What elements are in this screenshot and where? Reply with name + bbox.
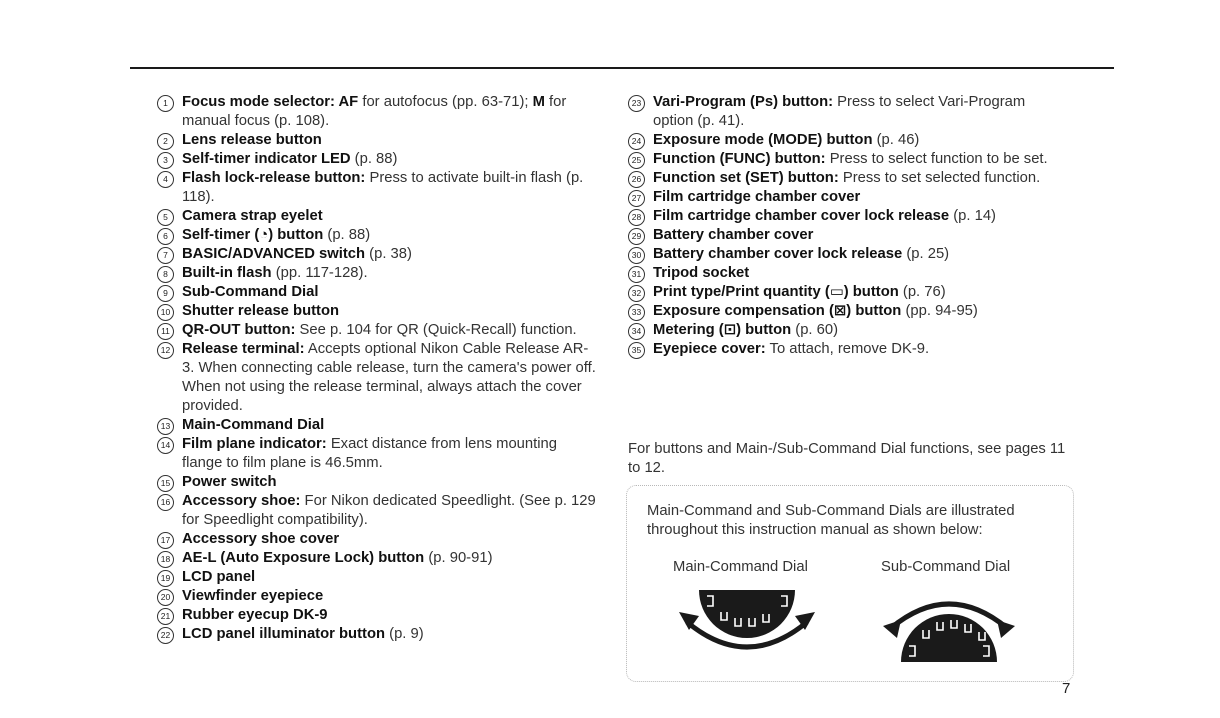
item-number-badge: 16 (157, 494, 174, 511)
item-term: Self-timer (◔) button (182, 227, 324, 243)
dial-illustration-box (626, 485, 1074, 682)
item-term: BASIC/ADVANCED switch (182, 246, 366, 262)
item-term: Eyepiece cover: (653, 341, 766, 357)
parts-list-item (628, 169, 1068, 188)
item-description-secondary: for manual focus (p. 108). (182, 94, 567, 129)
item-description: Press to activate built-in flash (p. 118). (182, 170, 584, 205)
item-description: for autofocus (pp. 63-71); (358, 94, 533, 110)
item-number-badge: 34 (628, 323, 645, 340)
item-number-badge: 14 (157, 437, 174, 454)
item-term: LCD panel illuminator button (182, 626, 386, 642)
item-description: (p. 88) (350, 151, 398, 167)
parts-list-item (628, 264, 1068, 283)
item-number-badge: 10 (157, 304, 174, 321)
parts-list-item (157, 416, 597, 435)
dial-intro-text: Main-Command and Sub-Command Dials are illustrated throughout this instruction manual as shown below: (647, 503, 1015, 538)
item-number-badge: 24 (628, 133, 645, 150)
page-number: 7 (1062, 680, 1071, 697)
item-term: Accessory shoe: (182, 493, 301, 509)
parts-list-item (157, 283, 597, 302)
parts-list-right (628, 93, 1068, 359)
item-description: Press to set selected function. (838, 170, 1041, 186)
item-number-badge: 15 (157, 475, 174, 492)
item-description: (p. 88) (323, 227, 371, 243)
parts-list-item (628, 188, 1068, 207)
item-term: Viewfinder eyepiece (182, 588, 324, 604)
item-term: Release terminal: (182, 341, 305, 357)
item-number-badge: 25 (628, 152, 645, 169)
item-description: (p. 14) (949, 208, 996, 224)
item-number-badge: 18 (157, 551, 174, 568)
dial-reference-note: For buttons and Main-/Sub-Command Dial functions, see pages 11 to 12. (628, 441, 1066, 476)
item-number-badge: 5 (157, 209, 174, 226)
item-description: (p. 9) (385, 626, 424, 642)
item-term: LCD panel (182, 569, 256, 585)
item-description: (pp. 117-128). (271, 265, 368, 281)
item-description: For Nikon dedicated Speedlight. (See p. 129 for Speedlight compatibility). (182, 493, 596, 528)
item-number-badge: 6 (157, 228, 174, 245)
item-number-badge: 32 (628, 285, 645, 302)
sub-command-dial-icon (879, 586, 1019, 666)
item-term-secondary: M (532, 94, 545, 110)
item-description: Press to select function to be set. (825, 151, 1048, 167)
parts-list-item (157, 568, 597, 587)
parts-list-item (157, 245, 597, 264)
parts-list-item (157, 492, 597, 530)
parts-list-item (628, 207, 1068, 226)
item-term: Built-in flash (182, 265, 272, 281)
item-term: Rubber eyecup DK-9 (182, 607, 328, 623)
item-description: Accepts optional Nikon Cable Release AR-3. When connecting cable release, turn the camera's power off. When not using the release terminal, always attach the cover provided. (182, 341, 596, 414)
parts-list-item (157, 625, 597, 644)
item-description: (pp. 94-95) (901, 303, 978, 319)
item-term: Lens release button (182, 132, 322, 148)
item-term: Accessory shoe cover (182, 531, 340, 547)
item-term: Self-timer indicator LED (182, 151, 351, 167)
item-term: Main-Command Dial (182, 417, 325, 433)
item-term: AE-L (Auto Exposure Lock) button (182, 550, 425, 566)
item-number-badge: 31 (628, 266, 645, 283)
parts-list-item (628, 93, 1068, 131)
item-number-badge: 29 (628, 228, 645, 245)
item-number-badge: 35 (628, 342, 645, 359)
item-description: (p. 25) (902, 246, 950, 262)
parts-list-item (157, 606, 597, 625)
main-command-dial-icon (677, 586, 817, 666)
parts-list-item (628, 245, 1068, 264)
item-term: Exposure mode (MODE) button (653, 132, 873, 148)
item-number-badge: 1 (157, 95, 174, 112)
item-term: Vari-Program (Ps) button: (653, 94, 834, 110)
item-term: Focus mode selector: AF (182, 94, 359, 110)
item-number-badge: 3 (157, 152, 174, 169)
item-number-badge: 17 (157, 532, 174, 549)
parts-list-item (157, 226, 597, 245)
item-number-badge: 28 (628, 209, 645, 226)
item-number-badge: 30 (628, 247, 645, 264)
item-term: Tripod socket (653, 265, 750, 281)
item-number-badge: 23 (628, 95, 645, 112)
parts-list-item (628, 321, 1068, 340)
item-term: Function set (SET) button: (653, 170, 839, 186)
item-description: (p. 90-91) (424, 550, 493, 566)
item-description: To attach, remove DK-9. (765, 341, 930, 357)
item-term: Battery chamber cover lock release (653, 246, 903, 262)
parts-list-item (157, 473, 597, 492)
parts-list-item (157, 207, 597, 226)
sub-command-dial-label: Sub-Command Dial (881, 559, 1011, 575)
parts-list-item (157, 131, 597, 150)
parts-list-item (157, 321, 597, 340)
item-term: Camera strap eyelet (182, 208, 323, 224)
item-description: (p. 60) (791, 322, 839, 338)
item-number-badge: 12 (157, 342, 174, 359)
item-number-badge: 20 (157, 589, 174, 606)
item-number-badge: 2 (157, 133, 174, 150)
item-term: Battery chamber cover (653, 227, 814, 243)
parts-list-left (157, 93, 597, 644)
item-description: (p. 76) (898, 284, 946, 300)
item-term: Sub-Command Dial (182, 284, 319, 300)
parts-list-item (157, 169, 597, 207)
top-rule (130, 67, 1114, 69)
parts-list-item (157, 435, 597, 473)
parts-list-item (628, 340, 1068, 359)
item-number-badge: 8 (157, 266, 174, 283)
item-number-badge: 7 (157, 247, 174, 264)
item-description: See p. 104 for QR (Quick-Recall) function. (295, 322, 577, 338)
parts-list-item (157, 93, 597, 131)
item-term: Shutter release button (182, 303, 340, 319)
item-description: (p. 38) (365, 246, 412, 262)
item-term: Metering (⊡) button (653, 322, 792, 338)
item-term: Film cartridge chamber cover lock release (653, 208, 950, 224)
parts-list-item (157, 302, 597, 321)
parts-list-item (157, 340, 597, 416)
parts-list-item (157, 530, 597, 549)
item-number-badge: 11 (157, 323, 174, 340)
item-term: Print type/Print quantity (▭) button (653, 284, 899, 300)
item-number-badge: 21 (157, 608, 174, 625)
item-number-badge: 9 (157, 285, 174, 302)
item-number-badge: 26 (628, 171, 645, 188)
parts-list-item (628, 226, 1068, 245)
item-term: Exposure compensation (⊠) button (653, 303, 902, 319)
item-number-badge: 19 (157, 570, 174, 587)
item-number-badge: 27 (628, 190, 645, 207)
parts-list-item (157, 150, 597, 169)
main-command-dial-label: Main-Command Dial (673, 559, 808, 575)
item-term: QR-OUT button: (182, 322, 296, 338)
item-term: Film plane indicator: (182, 436, 327, 452)
parts-list-item (628, 131, 1068, 150)
parts-list-item (157, 264, 597, 283)
parts-list-item (628, 150, 1068, 169)
item-term: Flash lock-release button: (182, 170, 366, 186)
item-number-badge: 33 (628, 304, 645, 321)
item-description: Exact distance from lens mounting flange to film plane is 46.5mm. (182, 436, 557, 471)
item-description: Press to select Vari-Program option (p. 41). (653, 94, 1026, 129)
parts-list-item (628, 283, 1068, 302)
parts-list-item (628, 302, 1068, 321)
item-number-badge: 22 (157, 627, 174, 644)
item-term: Film cartridge chamber cover (653, 189, 861, 205)
item-term: Power switch (182, 474, 277, 490)
item-number-badge: 13 (157, 418, 174, 435)
parts-list-item (157, 587, 597, 606)
item-description: (p. 46) (872, 132, 920, 148)
item-number-badge: 4 (157, 171, 174, 188)
item-term: Function (FUNC) button: (653, 151, 826, 167)
parts-list-item (157, 549, 597, 568)
